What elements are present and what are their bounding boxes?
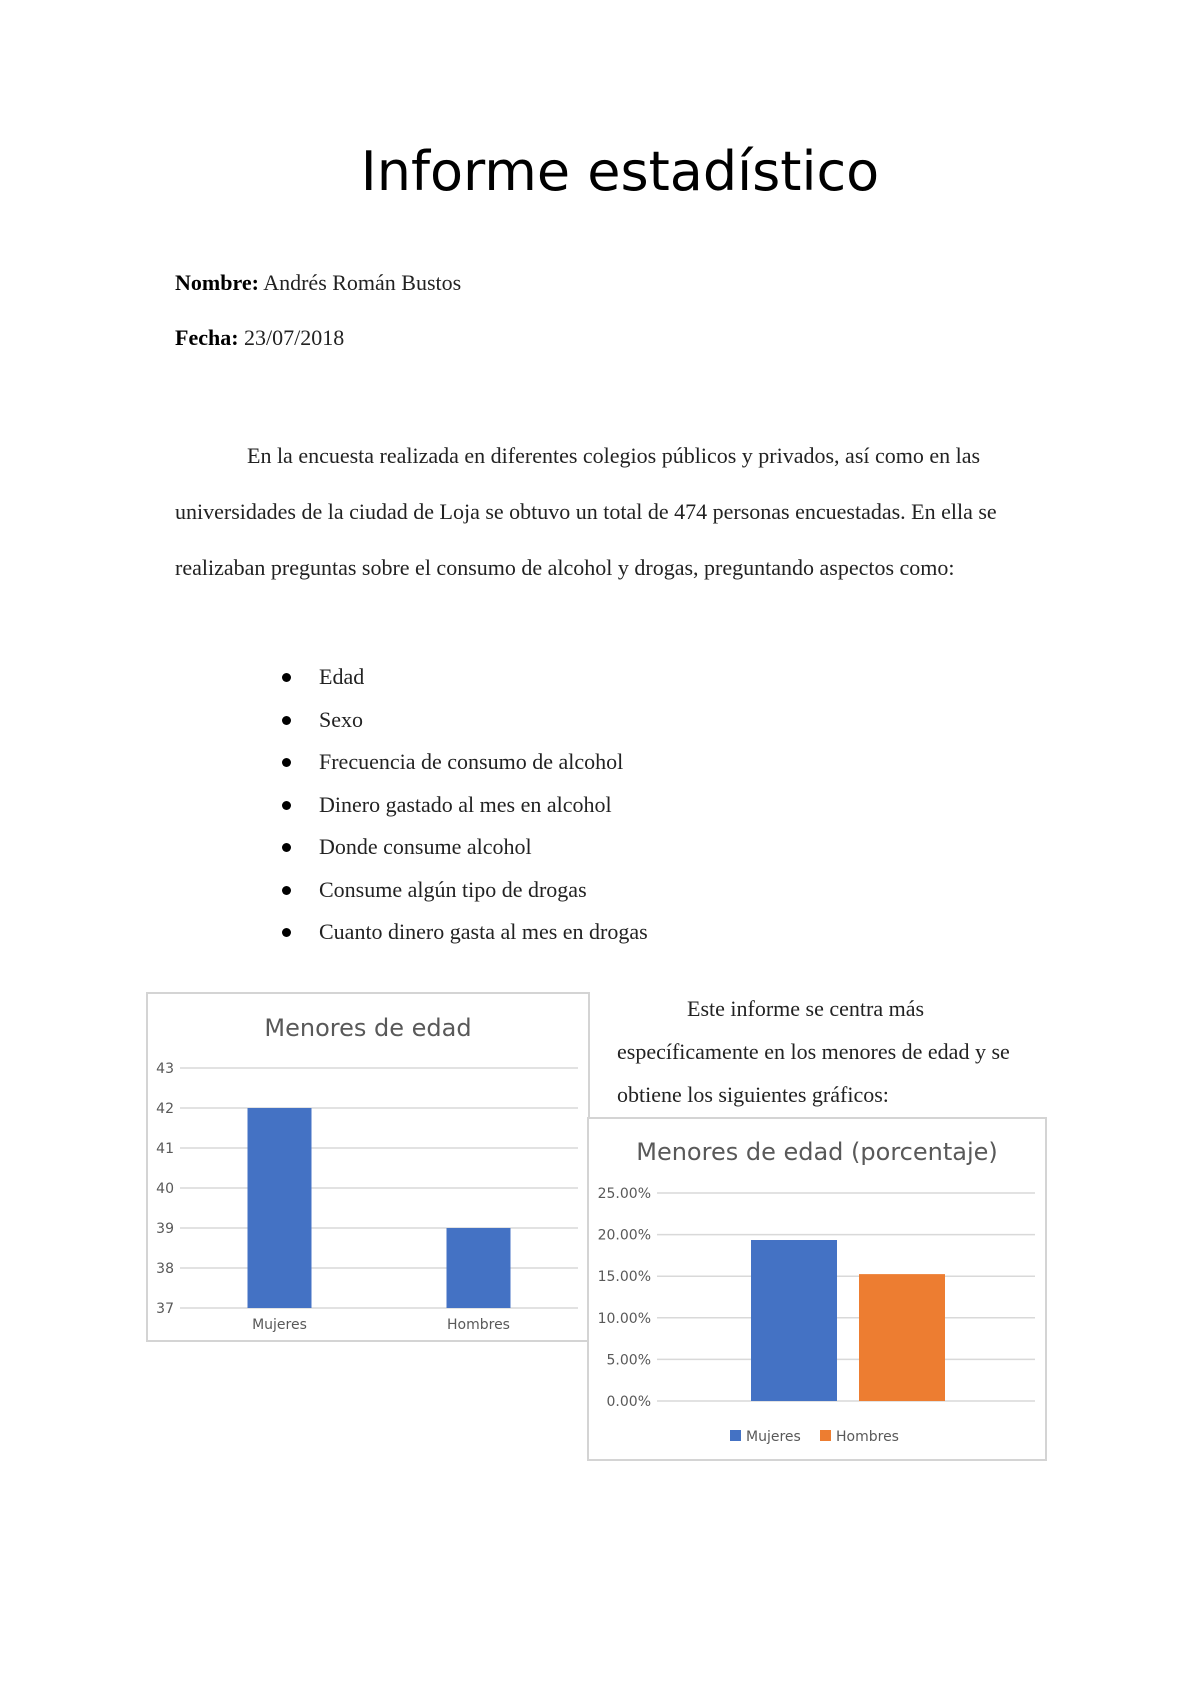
side-paragraph <box>617 987 1067 1116</box>
chart-title: Menores de edad <box>264 1014 472 1042</box>
bar-mujeres <box>248 1108 312 1308</box>
intro-paragraph-text: En la encuesta realizada en diferentes colegios públicos y privados, así como en las universidades de la ciudad de Loja se obtuvo un total de 474 personas encuestadas. En ella se realizaban preguntas sobre el consumo de alcohol y drogas, preguntando aspectos como: <box>175 443 997 580</box>
y-tick-label: 40 <box>156 1181 174 1197</box>
y-tick-label: 25.00% <box>597 1186 651 1202</box>
legend-label-mujeres: Mujeres <box>746 1429 801 1445</box>
chart-menores-de-edad-porcentaje <box>587 1117 1047 1461</box>
date-label: Fecha: <box>175 325 239 350</box>
legend-swatch-mujeres <box>730 1430 741 1441</box>
legend-swatch-hombres <box>820 1430 831 1441</box>
name-value: Andrés Román Bustos <box>263 270 462 295</box>
list-item: Cuanto dinero gasta al mes en drogas <box>280 911 648 954</box>
y-tick-label: 15.00% <box>597 1269 651 1286</box>
name-line <box>175 270 461 296</box>
aspects-list <box>280 656 648 954</box>
y-tick-label: 43 <box>156 1061 174 1077</box>
legend-label-hombres: Hombres <box>836 1429 899 1445</box>
list-item: Dinero gastado al mes en alcohol <box>280 784 648 827</box>
list-item: Edad <box>280 656 648 699</box>
y-tick-label: 20.00% <box>597 1227 651 1244</box>
list-item: Donde consume alcohol <box>280 826 648 869</box>
bar-hombres <box>859 1274 945 1401</box>
x-tick-label: Hombres <box>447 1317 510 1333</box>
list-item: Frecuencia de consumo de alcohol <box>280 741 648 784</box>
date-line <box>175 325 344 351</box>
date-value: 23/07/2018 <box>244 325 345 350</box>
bar-hombres <box>447 1228 511 1308</box>
y-tick-label: 5.00% <box>606 1352 651 1369</box>
side-paragraph-text: Este informe se centra más específicamente en los menores de edad y se obtiene los siguientes gráficos: <box>617 996 1010 1107</box>
chart-title: Menores de edad (porcentaje) <box>636 1138 998 1166</box>
chart-menores-de-edad-svg <box>148 994 588 1340</box>
y-tick-label: 37 <box>156 1301 174 1317</box>
list-item: Consume algún tipo de drogas <box>280 869 648 912</box>
chart-menores-de-edad <box>146 992 590 1342</box>
list-item: Sexo <box>280 699 648 742</box>
y-tick-label: 41 <box>156 1141 174 1157</box>
document-title: Informe estadístico <box>360 140 880 203</box>
y-tick-label: 39 <box>156 1221 174 1237</box>
bar-mujeres <box>751 1240 837 1401</box>
y-tick-label: 42 <box>156 1101 174 1117</box>
y-tick-label: 10.00% <box>597 1310 651 1327</box>
name-label: Nombre: <box>175 270 259 295</box>
y-tick-label: 38 <box>156 1261 174 1277</box>
y-tick-label: 0.00% <box>606 1394 651 1410</box>
chart-menores-de-edad-porcentaje-svg <box>589 1119 1045 1459</box>
x-tick-label: Mujeres <box>252 1317 307 1333</box>
intro-paragraph <box>175 428 1065 596</box>
